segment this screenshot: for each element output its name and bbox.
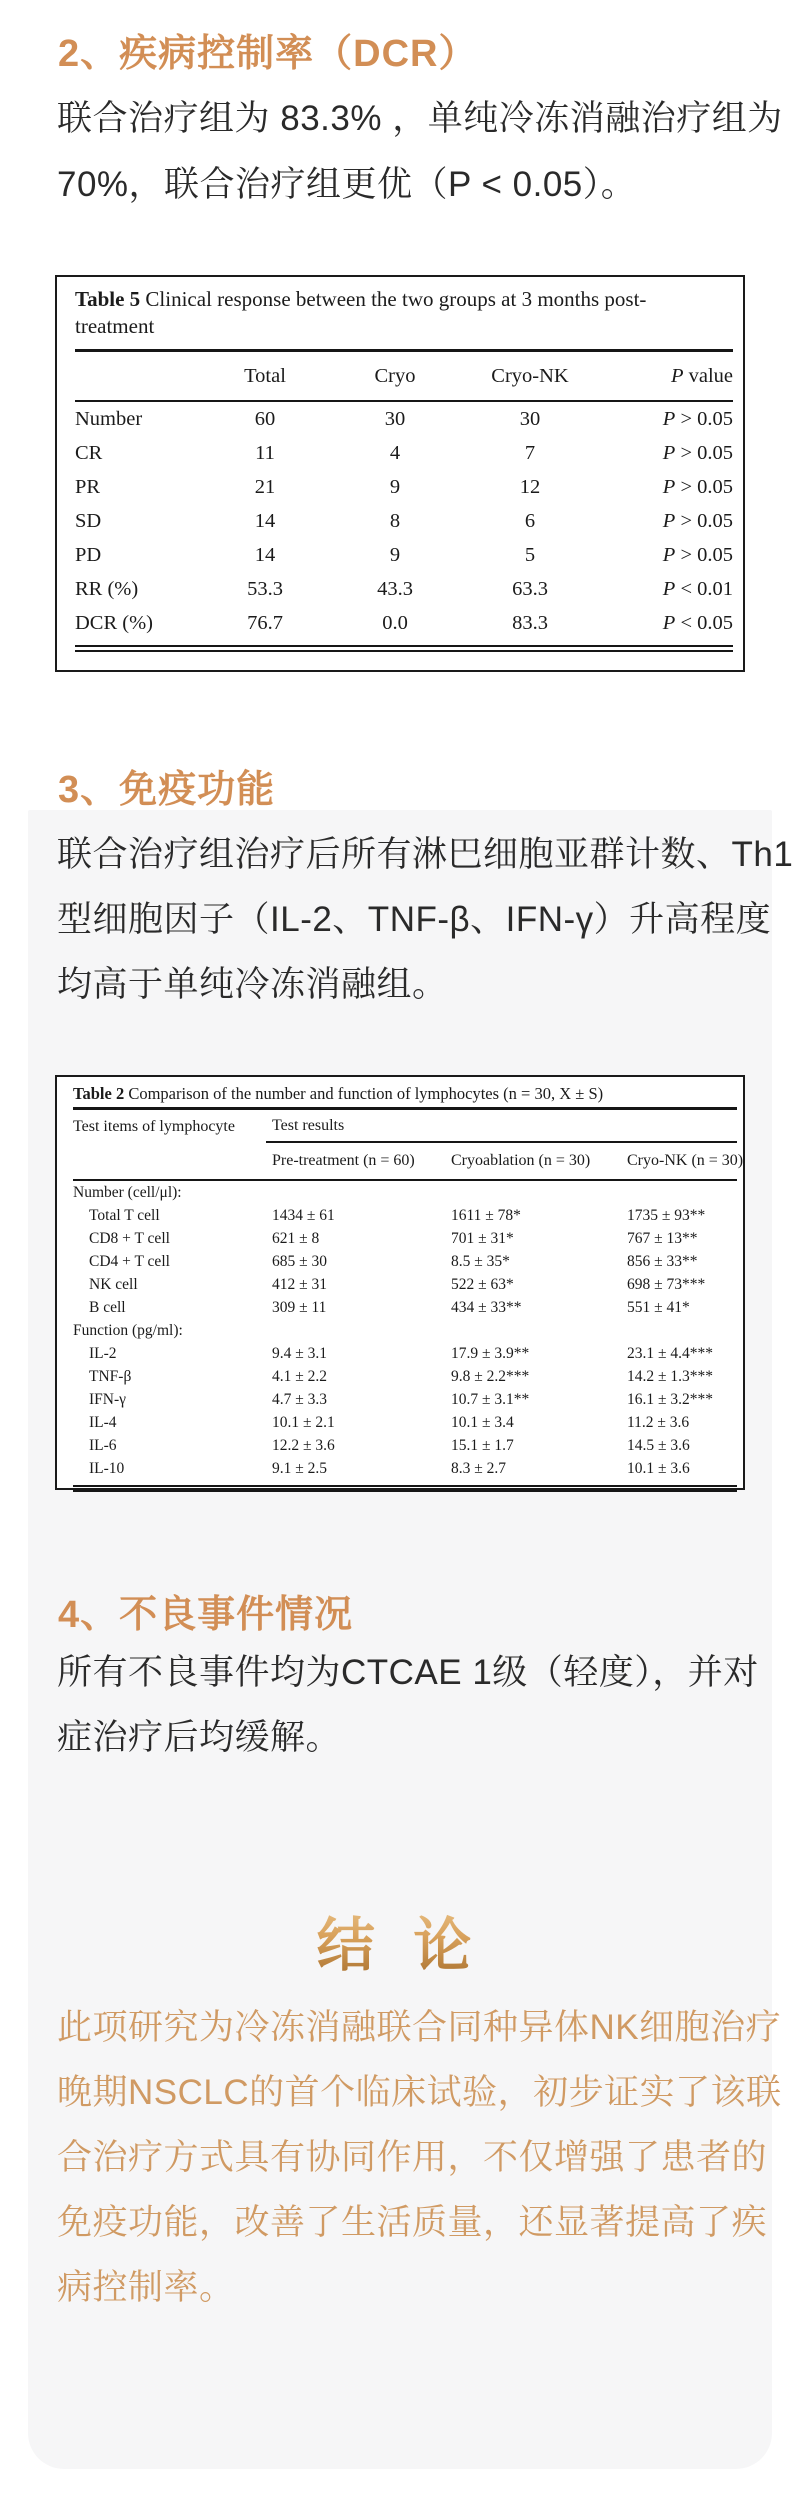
paragraph-line: 症治疗后均缓解。 [57, 1718, 342, 1757]
cell-label: Number [75, 407, 143, 430]
table2-subheader-pretreatment: Pre-treatment (n = 60) [272, 1152, 415, 1169]
table5-clinical-response [55, 275, 745, 672]
table-row [73, 1273, 737, 1296]
paragraph-adverse [57, 1640, 757, 1770]
paragraph-line: 晚期NSCLC的首个临床试验，初步证实了该联 [57, 2073, 782, 2112]
table5-caption-text: Clinical response between the two groups at 3 months post-treatment [75, 287, 647, 338]
cell-cryonk: 12 [519, 475, 541, 498]
cell-label: IL-4 [89, 1413, 117, 1431]
table2-subheader-row [73, 1143, 744, 1179]
table2-subheader-cryonk: Cryo-NK (n = 30) [627, 1152, 744, 1169]
cell-cryoablation: 701 ± 31* [451, 1229, 514, 1247]
cell-cryoablation: 9.8 ± 2.2*** [451, 1367, 530, 1385]
table5-header-pvalue [605, 365, 733, 388]
p-value-rest: value [683, 364, 733, 387]
paragraph-line: 病控制率。 [57, 2268, 235, 2307]
p-symbol: P [662, 611, 676, 634]
cell-cryonk: 5 [524, 543, 536, 566]
table2-caption-label: Table 2 [73, 1084, 125, 1103]
cell-cryonk: 7 [524, 441, 536, 464]
cell-pretreatment: 412 ± 31 [272, 1275, 328, 1293]
p-value-text: > 0.05 [675, 543, 733, 566]
cell-label: IL-6 [89, 1436, 117, 1454]
paragraph-dcr [57, 86, 783, 218]
table2-caption [73, 1083, 737, 1104]
p-value-text: > 0.05 [675, 407, 733, 430]
p-value-text: > 0.05 [675, 441, 733, 464]
p-value-text: > 0.05 [675, 475, 733, 498]
table-row [73, 1204, 737, 1227]
cell-cryoablation: 8.3 ± 2.7 [451, 1459, 507, 1477]
table5-header-total: Total [244, 364, 286, 387]
cell-cryoablation: 17.9 ± 3.9** [451, 1344, 530, 1362]
table-row [73, 1457, 737, 1480]
table-row [73, 1411, 737, 1434]
paragraph-line: 型细胞因子（IL-2、TNF-β、IFN-γ）升高程度 [57, 900, 772, 939]
cell-label: NK cell [89, 1275, 138, 1293]
cell-cryonk: 11.2 ± 3.6 [627, 1413, 690, 1431]
paragraph-line: 所有不良事件均为CTCAE 1级（轻度），并对 [57, 1653, 759, 1692]
table5-caption-label: Table 5 [75, 287, 141, 311]
table-row [73, 1319, 737, 1342]
table-row [75, 572, 733, 606]
cell-label: Function (pg/ml): [73, 1321, 183, 1339]
table-rule [75, 645, 733, 652]
cell-label: DCR (%) [75, 611, 154, 634]
cell-cryo: 43.3 [377, 577, 413, 600]
cell-label: CD8 + T cell [89, 1229, 170, 1247]
cell-pretreatment: 309 ± 11 [272, 1298, 327, 1316]
p-symbol: P [662, 509, 676, 532]
cell-cryoablation: 434 ± 33** [451, 1298, 522, 1316]
cell-cryonk: 698 ± 73*** [627, 1275, 706, 1293]
p-symbol: P [662, 543, 676, 566]
cell-pvalue [605, 612, 733, 635]
cell-label: CD4 + T cell [89, 1252, 170, 1270]
cell-cryonk: 551 ± 41* [627, 1298, 690, 1316]
paragraph-line: 免疫功能，改善了生活质量，还显著提高了疾 [57, 2203, 768, 2242]
p-value-text: < 0.05 [675, 611, 733, 634]
cell-cryoablation: 8.5 ± 35* [451, 1252, 510, 1270]
paragraph-line: 合治疗方式具有协同作用，不仅增强了患者的 [57, 2138, 768, 2177]
cell-label: CR [75, 441, 103, 464]
table-row [73, 1388, 737, 1411]
table2-caption-text: Comparison of the number and function of lymphocytes (n = 30, X ± S) [124, 1084, 604, 1103]
cell-pretreatment: 1434 ± 61 [272, 1206, 335, 1224]
cell-label: IL-2 [89, 1344, 117, 1362]
table2-header-items: Test items of lymphocyte [73, 1117, 235, 1135]
section-heading-adverse: 4、不良事件情况 [58, 1594, 354, 1636]
cell-cryonk: 6 [524, 509, 536, 532]
table-row [73, 1365, 737, 1388]
p-symbol: P [662, 407, 676, 430]
paragraph-immune [57, 822, 794, 1017]
table-row [75, 436, 733, 470]
section-heading-dcr: 2、疾病控制率（DCR） [58, 33, 478, 75]
table5-header-cryo: Cryo [374, 364, 416, 387]
cell-cryoablation: 522 ± 63* [451, 1275, 514, 1293]
paragraph-line: 联合治疗组治疗后所有淋巴细胞亚群计数、Th1 [57, 835, 794, 874]
p-symbol: P [662, 577, 676, 600]
cell-pretreatment: 621 ± 8 [272, 1229, 320, 1247]
cell-pvalue [605, 442, 733, 465]
p-symbol: P [662, 441, 676, 464]
cell-label: Total T cell [89, 1206, 160, 1224]
table-row [73, 1342, 737, 1365]
table-row [75, 606, 733, 640]
cell-cryonk: 30 [519, 407, 541, 430]
cell-cryonk: 856 ± 33** [627, 1252, 698, 1270]
p-symbol: P [662, 475, 676, 498]
table2-lymphocytes [55, 1075, 745, 1490]
table-row [73, 1227, 737, 1250]
table-row [73, 1296, 737, 1319]
cell-total: 53.3 [247, 577, 283, 600]
table-row [73, 1181, 737, 1204]
cell-total: 14 [254, 509, 276, 532]
cell-cryoablation: 15.1 ± 1.7 [451, 1436, 514, 1454]
cell-cryo: 9 [389, 475, 401, 498]
table-row [75, 504, 733, 538]
cell-label: Number (cell/μl): [73, 1183, 182, 1201]
paragraph-conclusion [57, 1995, 782, 2320]
cell-pretreatment: 10.1 ± 2.1 [272, 1413, 335, 1431]
cell-cryo: 9 [389, 543, 401, 566]
cell-pretreatment: 12.2 ± 3.6 [272, 1436, 335, 1454]
cell-cryoablation: 10.7 ± 3.1** [451, 1390, 530, 1408]
table2-header-results: Test results [266, 1110, 737, 1143]
cell-cryonk: 14.2 ± 1.3*** [627, 1367, 714, 1385]
cell-cryonk: 16.1 ± 3.2*** [627, 1390, 714, 1408]
cell-cryoablation: 10.1 ± 3.4 [451, 1413, 514, 1431]
cell-cryo: 0.0 [382, 611, 408, 634]
cell-pvalue [605, 510, 733, 533]
cell-label: PD [75, 543, 102, 566]
table-row [75, 538, 733, 572]
table5-header-cryonk: Cryo-NK [491, 364, 569, 387]
cell-label: IL-10 [89, 1459, 125, 1477]
table-row [75, 402, 733, 436]
cell-total: 60 [254, 407, 276, 430]
paragraph-line: 70%，联合治疗组更优（P < 0.05）。 [57, 165, 637, 204]
paragraph-line: 此项研究为冷冻消融联合同种异体NK细胞治疗 [57, 2008, 782, 2047]
cell-pretreatment: 685 ± 30 [272, 1252, 328, 1270]
cell-pvalue [605, 544, 733, 567]
cell-cryo: 8 [389, 509, 401, 532]
paragraph-line: 均高于单纯冷冻消融组。 [57, 965, 448, 1004]
cell-total: 21 [254, 475, 276, 498]
cell-pretreatment: 9.4 ± 3.1 [272, 1344, 328, 1362]
cell-label: SD [75, 509, 102, 532]
cell-cryonk: 10.1 ± 3.6 [627, 1459, 690, 1477]
cell-label: TNF-β [89, 1367, 132, 1385]
table2-subheader-cryoablation: Cryoablation (n = 30) [451, 1152, 591, 1169]
cell-label: IFN-γ [89, 1390, 126, 1408]
cell-cryo: 30 [384, 407, 406, 430]
cell-label: PR [75, 475, 101, 498]
cell-pvalue [605, 408, 733, 431]
cell-pretreatment: 4.1 ± 2.2 [272, 1367, 328, 1385]
cell-cryonk: 23.1 ± 4.4*** [627, 1344, 714, 1362]
cell-label: B cell [89, 1298, 126, 1316]
table5-caption [75, 286, 733, 340]
cell-total: 14 [254, 543, 276, 566]
cell-pretreatment: 9.1 ± 2.5 [272, 1459, 328, 1477]
paragraph-line: 联合治疗组为 83.3% ，单纯冷冻消融治疗组为 [57, 99, 783, 138]
table-row [73, 1250, 737, 1273]
cell-pvalue [605, 476, 733, 499]
cell-cryonk: 14.5 ± 3.6 [627, 1436, 690, 1454]
table5-header-row [75, 352, 733, 400]
cell-cryoablation: 1611 ± 78* [451, 1206, 521, 1224]
table-row [73, 1434, 737, 1457]
p-symbol: P [670, 364, 684, 387]
table-rule [73, 1485, 737, 1492]
table-row [75, 470, 733, 504]
cell-cryonk: 63.3 [512, 577, 548, 600]
cell-total: 11 [255, 441, 275, 464]
cell-total: 76.7 [247, 611, 283, 634]
cell-cryonk: 1735 ± 93** [627, 1206, 706, 1224]
cell-label: RR (%) [75, 577, 139, 600]
section-heading-immune: 3、免疫功能 [58, 769, 276, 811]
cell-cryo: 4 [389, 441, 401, 464]
cell-cryonk: 83.3 [512, 611, 548, 634]
p-value-text: < 0.01 [675, 577, 733, 600]
conclusion-title: 结 论 [0, 1898, 800, 1982]
cell-pvalue [605, 578, 733, 601]
table2-group-header-row [73, 1110, 737, 1143]
cell-cryonk: 767 ± 13** [627, 1229, 698, 1247]
cell-pretreatment: 4.7 ± 3.3 [272, 1390, 328, 1408]
p-value-text: > 0.05 [675, 509, 733, 532]
